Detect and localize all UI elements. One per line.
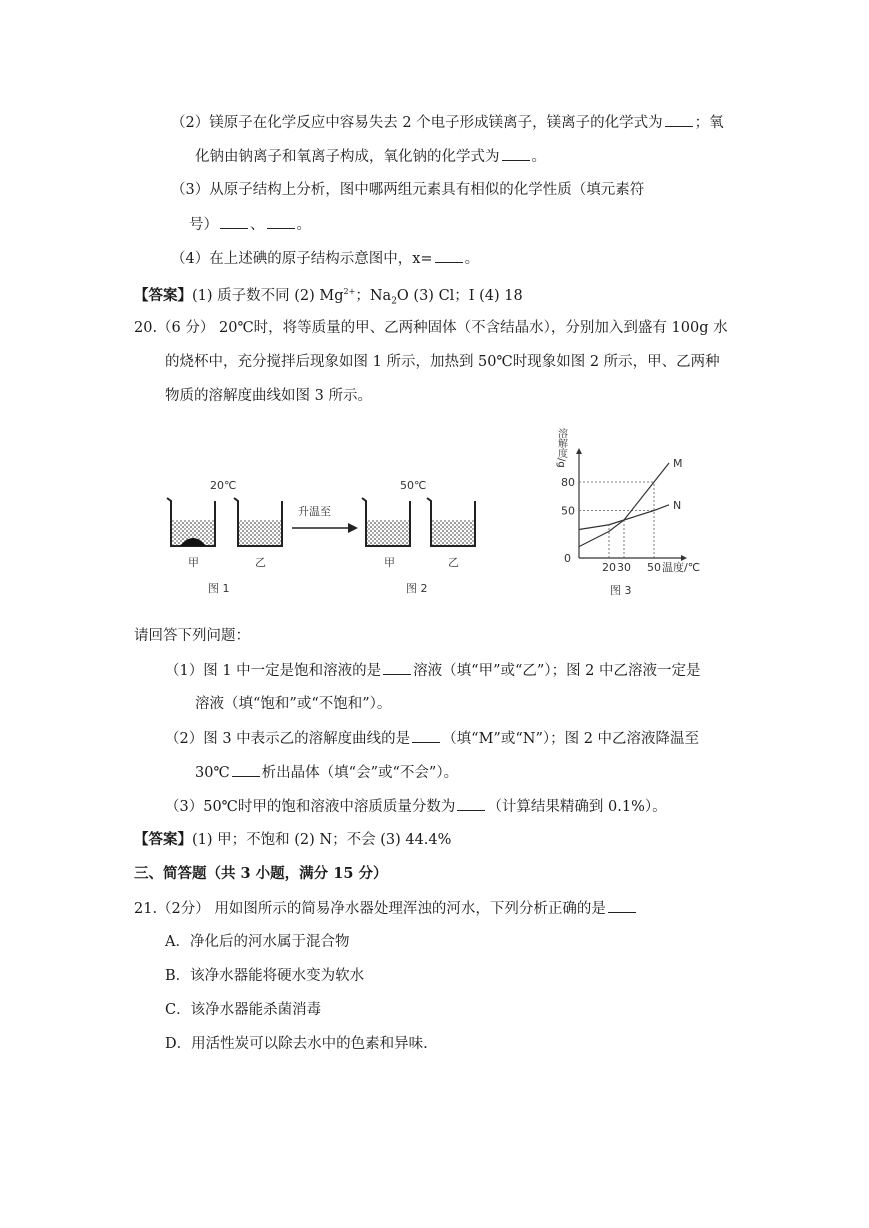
- chart-axes: [576, 448, 687, 561]
- answer-blank[interactable]: [232, 762, 260, 777]
- q21-option-b[interactable]: B．该净水器能将硬水变为软水: [165, 968, 365, 984]
- fig2-label-jia: 甲: [384, 556, 395, 569]
- q20-sub1-line1: （1）图 1 中一定是饱和溶液的是 溶液（填“甲”或“乙”）；图 2 中乙溶液一定是: [165, 660, 701, 681]
- chart-ticks: [561, 476, 700, 574]
- section-title: 三、简答题（共 3 小题，满分 15 分）: [134, 865, 388, 882]
- q21-stem: 21.（2分） 用如图所示的简易净水器处理浑浊的河水，下列分析正确的是: [134, 898, 638, 919]
- solubility-chart-svg: [555, 418, 705, 598]
- y-axis-arrow-icon: [576, 448, 582, 454]
- fig1-temp: 20℃: [210, 479, 237, 492]
- fig1-label-yi: 乙: [255, 556, 266, 569]
- q19-part3-line2: 号） 、 。: [189, 214, 311, 235]
- fig1-caption: 图 1: [208, 582, 230, 595]
- q20-sub2-line2: 30℃ 析出晶体（填“会”或“不会”）。: [195, 762, 458, 783]
- beakers-svg: [150, 470, 510, 600]
- beaker-yi-fig2: [427, 498, 475, 546]
- beaker-jia-fig2: [362, 498, 410, 546]
- fig2-temp: 50℃: [400, 479, 427, 492]
- answer-blank[interactable]: [502, 146, 530, 161]
- q19-part3-line1: （3）从原子结构上分析，图中哪两组元素具有相似的化学性质（填元素符: [171, 182, 645, 198]
- q20-sub3: （3）50℃时甲的饱和溶液中溶质质量分数为 （计算结果精确到 0.1%）。: [165, 796, 667, 817]
- answer-blank[interactable]: [435, 248, 463, 263]
- fig1-label-jia: 甲: [188, 556, 199, 569]
- y-axis-label: [556, 427, 568, 468]
- beaker-jia-fig1: [167, 498, 215, 546]
- answer-label: 【答案】: [134, 831, 192, 848]
- q19-part4: （4）在上述碘的原子结构示意图中，x= 。: [171, 248, 479, 269]
- origin-label: 0: [564, 552, 571, 565]
- q20-stem-line2: 的烧杯中，充分搅拌后现象如图 1 所示，加热到 50℃时现象如图 2 所示，甲、乙两种: [165, 354, 720, 370]
- q20-stem-line3: 物质的溶解度曲线如图 3 所示。: [165, 388, 372, 404]
- series-label-N: N: [673, 498, 682, 512]
- answer-blank[interactable]: [267, 214, 295, 229]
- x-tick-label: 20: [602, 561, 616, 574]
- answer-blank[interactable]: [220, 214, 248, 229]
- q20-prompt: 请回答下列问题：: [134, 628, 250, 644]
- x-axis-label: 温度/℃: [662, 561, 701, 574]
- x-tick-label: 30: [617, 561, 631, 574]
- q20-sub2-line1: （2）图 3 中表示乙的溶解度曲线的是 （填“M”或“N”）；图 2 中乙溶液降温至: [165, 728, 699, 749]
- beaker-yi-fig1: [234, 498, 282, 546]
- figure-solubility-chart: [555, 418, 705, 598]
- chart-series: [579, 457, 683, 547]
- answer-blank[interactable]: [383, 660, 411, 675]
- fig2-label-yi: 乙: [448, 556, 459, 569]
- answer-blank[interactable]: [665, 112, 693, 127]
- series-line-M: [579, 463, 669, 547]
- chart-guides: [579, 482, 654, 558]
- answer-blank[interactable]: [457, 796, 485, 811]
- arrow-label: 升温至: [298, 505, 331, 518]
- series-label-M: M: [673, 457, 683, 470]
- q19-answer: 【答案】(1) 质子数不同 (2) $Mg^{2+}$；$Na_2O$ (3) Cl；I (4) 18: [134, 286, 523, 307]
- answer-label: 【答案】: [134, 286, 192, 304]
- fig3-caption: 图 3: [610, 584, 632, 597]
- figure-beakers: [150, 470, 510, 600]
- y-tick-label: 50: [561, 504, 575, 518]
- svg-text:溶解度/g: 溶解度/g: [555, 428, 567, 468]
- q19-part2-line2: 化钠由钠离子和氧离子构成，氧化钠的化学式为 。: [195, 146, 546, 167]
- q21-option-a[interactable]: A．净化后的河水属于混合物: [165, 934, 350, 950]
- q20-sub1-line2: 溶液（填“饱和”或“不饱和”）。: [195, 696, 392, 712]
- answer-blank[interactable]: [412, 728, 440, 743]
- y-tick-label: 80: [561, 476, 575, 489]
- fig2-caption: 图 2: [406, 582, 428, 595]
- q20-stem-line1: 20.（6 分） 20℃时，将等质量的甲、乙两种固体（不含结晶水），分别加入到盛有 100g 水: [134, 320, 728, 336]
- arrow-right-icon: [292, 523, 358, 533]
- q21-option-d[interactable]: D．用活性炭可以除去水中的色素和异味.: [165, 1036, 428, 1052]
- q21-option-c[interactable]: C．该净水器能杀菌消毒: [165, 1002, 322, 1018]
- answer-blank[interactable]: [608, 898, 636, 913]
- x-tick-label: 50: [647, 561, 661, 574]
- q19-part2-line1: （2）镁原子在化学反应中容易失去 2 个电子形成镁离子，镁离子的化学式为 ；氧: [171, 112, 724, 133]
- q20-answer: 【答案】(1) 甲；不饱和 (2) N；不会 (3) 44.4%: [134, 831, 452, 848]
